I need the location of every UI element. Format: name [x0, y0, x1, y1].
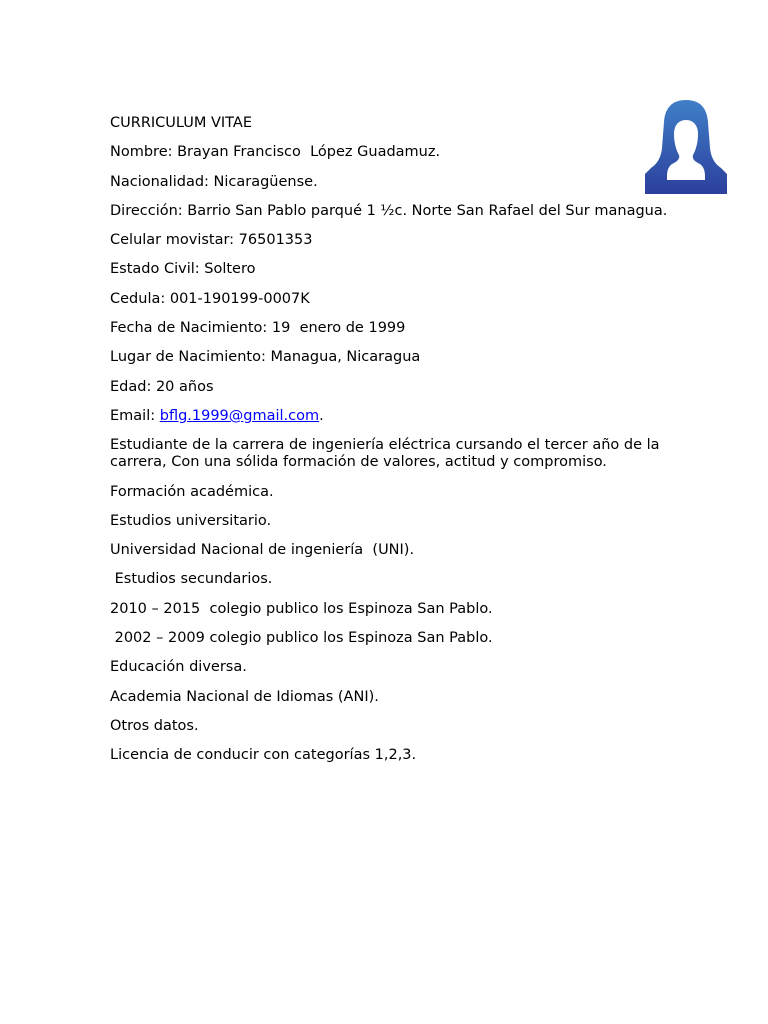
id-number-line: Cedula: 001-190199-0007K [110, 290, 310, 307]
section-diverse-heading: Educación diversa. [110, 659, 247, 676]
age-line: Edad: 20 años [110, 378, 214, 395]
license-line: Licencia de conducir con categorías 1,2,3. [110, 747, 417, 764]
email-line [110, 408, 670, 425]
cv-title: CURRICULUM VITAE [110, 115, 252, 131]
birth-place-line: Lugar de Nacimiento: Managua, Nicaragua [110, 349, 421, 366]
secondary-line-1: 2010 – 2015 colegio publico los Espinoza San Pablo. [110, 600, 493, 617]
section-secondary-heading: Estudios secundarios. [110, 571, 273, 588]
phone-line: Celular movistar: 76501353 [110, 232, 313, 249]
email-label: Email: [110, 407, 160, 424]
section-academic-heading: Formación académica. [110, 483, 274, 500]
email-link[interactable]: bflg.1999@gmail.com [159, 407, 320, 424]
name-line: Nombre: Brayan Francisco López Guadamuz. [110, 144, 441, 161]
university-line: Universidad Nacional de ingeniería (UNI). [110, 542, 415, 559]
marital-status-line: Estado Civil: Soltero [110, 261, 256, 278]
languages-line: Academia Nacional de Idiomas (ANI). [110, 688, 379, 705]
summary-paragraph: Estudiante de la carrera de ingeniería eléctrica cursando el tercer año de la carrera, Con una sólida formación de valores, actitud y compromiso. [110, 437, 665, 471]
address-line: Dirección: Barrio San Pablo parqué 1 ½c. Norte San Rafael del Sur managua. [110, 202, 668, 219]
section-other-heading: Otros datos. [110, 717, 199, 734]
section-university-heading: Estudios universitario. [110, 512, 272, 529]
nationality-line: Nacionalidad: Nicaragüense. [110, 173, 318, 190]
cv-content [110, 115, 670, 777]
secondary-line-2: 2002 – 2009 colegio publico los Espinoza San Pablo. [110, 630, 493, 647]
email-suffix: . [319, 407, 324, 424]
birth-date-line: Fecha de Nacimiento: 19 enero de 1999 [110, 320, 406, 337]
